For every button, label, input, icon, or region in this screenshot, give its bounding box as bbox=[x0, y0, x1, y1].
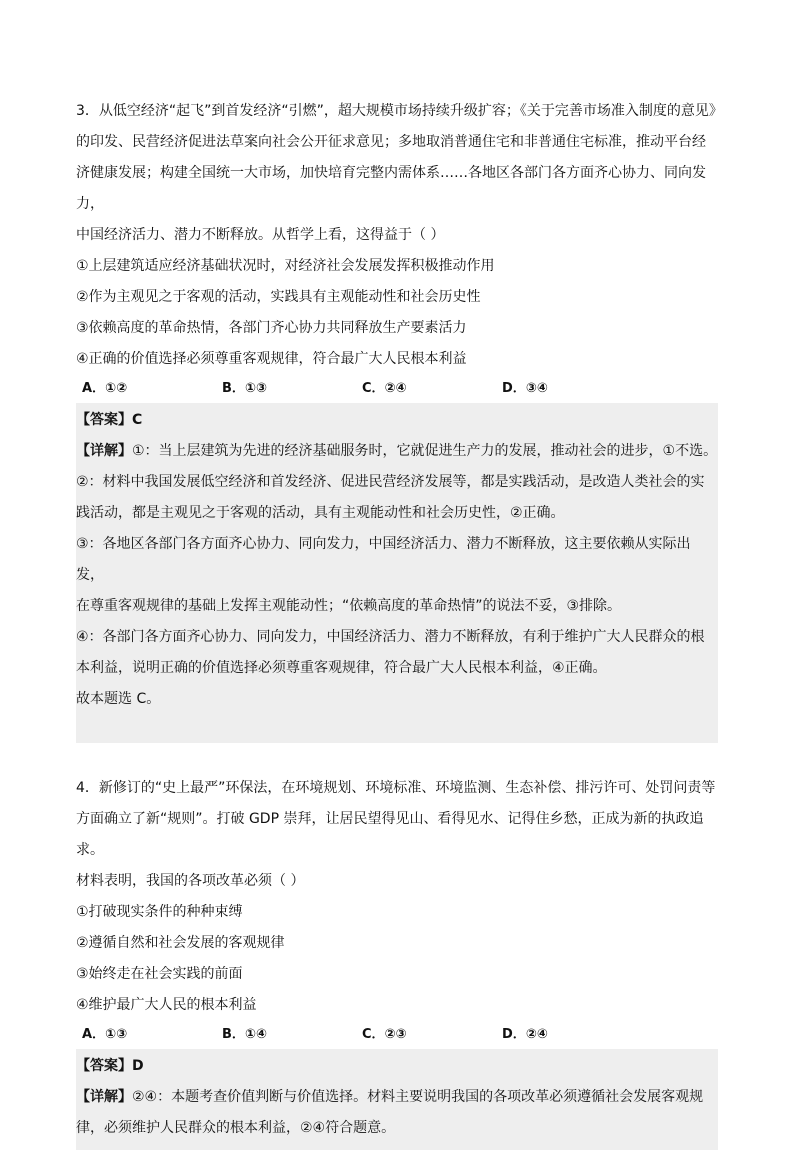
answer-explanation-box bbox=[76, 403, 718, 743]
detail-line: ②：材料中我国发展低空经济和首发经济、促进民营经济发展等，都是实践活动，是改造人类社会的实 bbox=[76, 474, 705, 490]
statement-item: ②遵循自然和社会发展的客观规律 bbox=[76, 935, 285, 951]
answer-line bbox=[76, 1051, 718, 1082]
answer-options bbox=[82, 375, 718, 403]
answer-value: D bbox=[132, 1058, 144, 1074]
answer-label: 【答案】 bbox=[76, 1058, 132, 1074]
detail-line bbox=[76, 436, 718, 467]
detail-line: 本利益，说明正确的价值选择必须尊重客观规律，符合最广大人民根本利益，④正确。 bbox=[76, 660, 607, 676]
statement-item: ③始终走在社会实践的前面 bbox=[76, 966, 243, 982]
statement-item: ④维护最广大人民的根本利益 bbox=[76, 997, 257, 1013]
option-a: A．①③ bbox=[82, 1027, 128, 1042]
detail-line: 律，必须维护人民群众的根本利益，②④符合题意。 bbox=[76, 1120, 396, 1136]
option-d: D．②④ bbox=[502, 1027, 548, 1042]
detail-line: 在尊重客观规律的基础上发挥主观能动性；“依赖高度的革命热情”的说法不妥，③排除。 bbox=[76, 598, 622, 614]
option-b: B．①④ bbox=[222, 1027, 267, 1042]
question-stem-line: 济健康发展；构建全国统一大市场，加快培育完整内需体系……各地区各部门各方面齐心协力、同向发力， bbox=[76, 165, 706, 212]
option-c: C．②③ bbox=[362, 1027, 407, 1042]
detail-line: 践活动，都是主观见之于客观的活动，具有主观能动性和社会历史性，②正确。 bbox=[76, 505, 565, 521]
statement-item: ④正确的价值选择必须尊重客观规律，符合最广大人民根本利益 bbox=[76, 351, 467, 367]
question-stem-line: 中国经济活力、潜力不断释放。从哲学上看，这得益于（ ） bbox=[76, 227, 445, 243]
option-d: D．③④ bbox=[502, 381, 548, 396]
statement-item: ①上层建筑适应经济基础状况时，对经济社会发展发挥积极推动作用 bbox=[76, 258, 495, 274]
detail-text: ①：当上层建筑为先进的经济基础服务时，它就促进生产力的发展，推动社会的进步，①不选。 bbox=[132, 443, 718, 459]
question-stem-line: 3．从低空经济“起飞”到首发经济“引燃”，超大规模市场持续升级扩容；《关于完善市场准入制度的意见》 bbox=[76, 103, 723, 119]
question-4 bbox=[76, 773, 718, 1150]
detail-label: 【详解】 bbox=[76, 1089, 132, 1105]
question-stem-line: 4．新修订的“史上最严”环保法，在环境规划、环境标准、环境监测、生态补偿、排污许可、处罚问责等 bbox=[76, 780, 716, 796]
detail-text: ②④：本题考查价值判断与价值选择。材料主要说明我国的各项改革必须遵循社会发展客观规 bbox=[132, 1089, 704, 1105]
detail-line: ③：各地区各部门各方面齐心协力、同向发力，中国经济活力、潜力不断释放，这主要依赖从实际出发， bbox=[76, 536, 691, 583]
document-page bbox=[76, 96, 723, 1150]
option-a: A．①② bbox=[82, 381, 128, 396]
detail-line: 故本题选 C。 bbox=[76, 691, 161, 707]
detail-line bbox=[76, 1082, 718, 1113]
answer-value: C bbox=[132, 412, 143, 428]
answer-label: 【答案】 bbox=[76, 412, 132, 428]
question-stem-line: 材料表明，我国的各项改革必须（ ） bbox=[76, 873, 305, 889]
detail-line: ④：各部门各方面齐心协力、同向发力，中国经济活力、潜力不断释放，有利于维护广大人民群众的根 bbox=[76, 629, 705, 645]
question-stem-line: 的印发、民营经济促进法草案向社会公开征求意见；多地取消普通住宅和非普通住宅标准，推动平台经 bbox=[76, 134, 706, 150]
option-b: B．①③ bbox=[222, 381, 267, 396]
answer-line bbox=[76, 405, 718, 436]
answer-options bbox=[82, 1021, 718, 1049]
statement-item: ②作为主观见之于客观的活动，实践具有主观能动性和社会历史性 bbox=[76, 289, 481, 305]
answer-explanation-box bbox=[76, 1049, 718, 1150]
question-stem-line: 方面确立了新“规则”。打破 GDP 崇拜，让居民望得见山、看得见水、记得住乡愁，正成为新的执政追求。 bbox=[76, 811, 704, 858]
option-c: C．②④ bbox=[362, 381, 407, 396]
statement-item: ①打破现实条件的种种束缚 bbox=[76, 904, 243, 920]
statement-item: ③依赖高度的革命热情，各部门齐心协力共同释放生产要素活力 bbox=[76, 320, 467, 336]
question-3 bbox=[76, 96, 723, 743]
detail-label: 【详解】 bbox=[76, 443, 132, 459]
